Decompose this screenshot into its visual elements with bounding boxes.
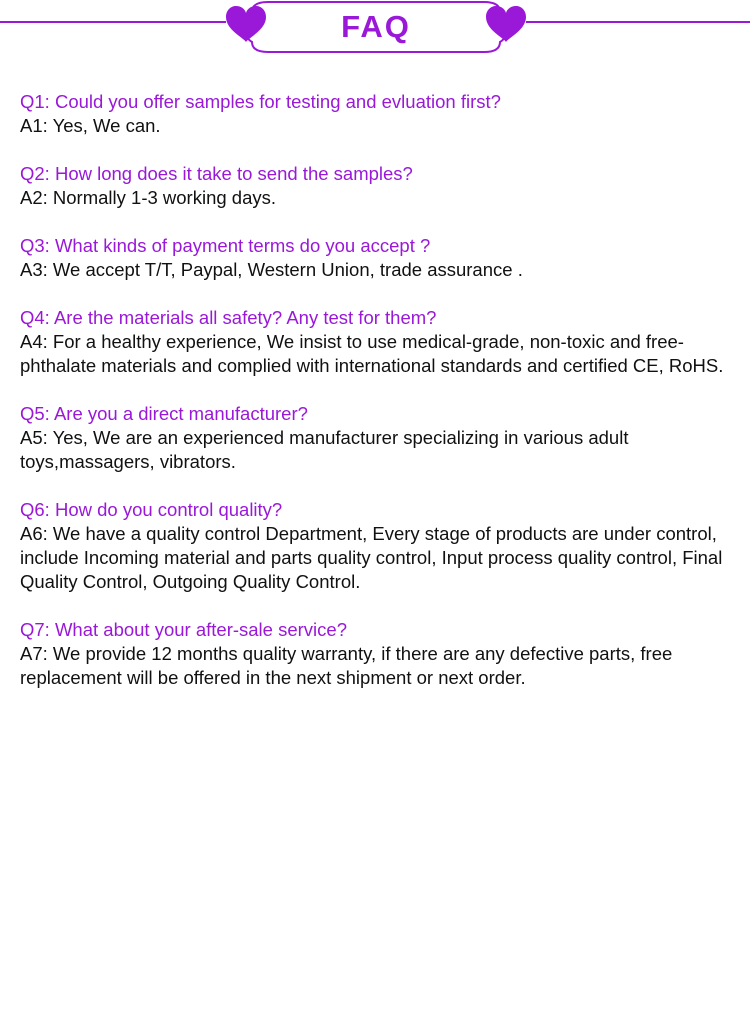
faq-answer-6: A6: We have a quality control Department, Every stage of products are under control, include Incoming material and parts quality control, Input process quality control, Final Quality Control, Outgoing Quality Control. — [20, 523, 723, 592]
faq-question-6: Q6: How do you control quality? — [20, 499, 283, 520]
faq-question-4: Q4: Are the materials all safety? Any test for them? — [20, 307, 437, 328]
faq-question-5: Q5: Are you a direct manufacturer? — [20, 403, 308, 424]
page-title: FAQ — [341, 9, 411, 44]
faq-answer-5: A5: Yes, We are an experienced manufacturer specializing in various adult toys,massagers, vibrators. — [20, 427, 629, 472]
faq-item-1 — [20, 90, 735, 138]
faq-item-3 — [20, 234, 735, 282]
faq-question-7: Q7: What about your after-sale service? — [20, 619, 347, 640]
faq-question-1: Q1: Could you offer samples for testing and evluation first? — [20, 91, 501, 112]
faq-item-6 — [20, 498, 735, 594]
faq-header — [0, 0, 750, 60]
faq-answer-3: A3: We accept T/T, Paypal, Western Union, trade assurance . — [20, 259, 523, 280]
faq-question-3: Q3: What kinds of payment terms do you accept ? — [20, 235, 431, 256]
faq-item-4 — [20, 306, 735, 378]
faq-list — [20, 90, 735, 714]
faq-question-2: Q2: How long does it take to send the samples? — [20, 163, 413, 184]
faq-answer-4: A4: For a healthy experience, We insist to use medical-grade, non-toxic and free-phthalate materials and complied with international standards and certified CE, RoHS. — [20, 331, 724, 376]
faq-item-7 — [20, 618, 735, 690]
faq-answer-7: A7: We provide 12 months quality warranty, if there are any defective parts, free replacement will be offered in the next shipment or next order. — [20, 643, 673, 688]
faq-item-5 — [20, 402, 735, 474]
faq-answer-2: A2: Normally 1-3 working days. — [20, 187, 277, 208]
faq-item-2 — [20, 162, 735, 210]
faq-answer-1: A1: Yes, We can. — [20, 115, 161, 136]
